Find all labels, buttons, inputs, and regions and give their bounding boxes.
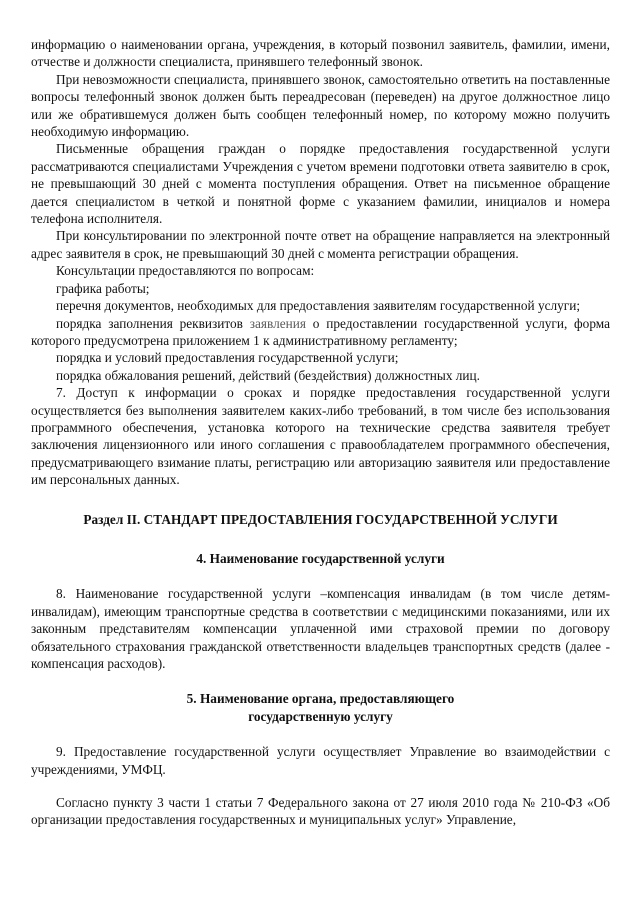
subsection-heading-5-line1: 5. Наименование органа, предоставляющего bbox=[186, 691, 455, 707]
list-item-documents: перечня документов, необходимых для предоставления заявителям государственной услуги; bbox=[56, 298, 581, 314]
list-item-appeal: порядка обжалования решений, действий (бездействия) должностных лиц. bbox=[56, 367, 480, 383]
list-item-conditions: порядка и условий предоставления государственной услуги; bbox=[56, 350, 399, 366]
paragraph-email-consulting: При консультировании по электронной почте ответ на обращение направляется на электронный адрес заявителя в срок, не превышающий 30 дней с момента регистрации обращения. bbox=[31, 228, 610, 261]
list-item-text: порядка заполнения реквизитов bbox=[56, 315, 250, 331]
paragraph-written-requests: Письменные обращения граждан о порядке предоставления государственной услуги рассматриваются специалистами Учреждения с учетом времени подготовки ответа заявителю в срок, не превышающий 30 дней с момента поступления обращения. Ответ на письменное обращение дается специалистом в четкой и понятной форме с указанием фамилии, инициалов и номера телефона исполнителя. bbox=[31, 141, 610, 227]
paragraph-service-name: 8. Наименование государственной услуги –компенсация инвалидам (в том числе детям-инвалидам), имеющим транспортные средства в соответствии с медицинскими показаниями, или их законным представителям компенсации уплаченной ими страховой премии по договору обязательного страхования гражданской ответственности владельцев транспортных средств (далее - компенсация расходов). bbox=[31, 586, 610, 671]
subsection-heading-5 bbox=[31, 690, 610, 725]
list-item-work-schedule: графика работы; bbox=[56, 280, 150, 296]
paragraph-provider: 9. Предоставление государственной услуги осуществляет Управление во взаимодействии с учреждениями, УМФЦ. bbox=[31, 744, 610, 777]
paragraph-federal-law: Согласно пункту 3 части 1 статьи 7 Федерального закона от 27 июля 2010 года № 210-ФЗ «Об организации предоставления государственных и муниципальных услуг» Управление, bbox=[31, 795, 610, 828]
application-link[interactable]: заявления bbox=[249, 315, 306, 331]
paragraph-access-info: 7. Доступ к информации о сроках и порядке предоставления государственной услуги осуществляется без выполнения заявителем каких-либо требований, в том числе без использования программного обеспечения, установка которого на технические средства заявителя требует заключения лицензионного или иного соглашения с правообладателем программного обеспечения, предусматривающего взимание платы, регистрацию или авторизацию заявителя или предоставление им персональных данных. bbox=[31, 385, 610, 488]
paragraph-specialist-info: информацию о наименовании органа, учреждения, в который позвонил заявитель, фамилии, имени, отчестве и должности специалиста, принявшего телефонный звонок. bbox=[31, 37, 610, 70]
list-item-application-form bbox=[31, 315, 610, 350]
subsection-heading-4: 4. Наименование государственной услуги bbox=[196, 550, 445, 566]
paragraph-call-redirect: При невозможности специалиста, принявшего звонок, самостоятельно ответить на поставленные вопросы телефонный звонок должен быть переадресован (переведен) на другое должностное лицо или же обратившемуся должен быть сообщен телефонный номер, по которому можно получить необходимую информацию. bbox=[31, 71, 610, 140]
paragraph-consulting-topics: Консультации предоставляются по вопросам: bbox=[56, 263, 315, 279]
list-item-text: о предоставлении государственной услуги, форма которого предусмотрена приложением 1 к административному регламенту; bbox=[31, 315, 610, 348]
section-heading: Раздел II. СТАНДАРТ ПРЕДОСТАВЛЕНИЯ ГОСУДАРСТВЕННОЙ УСЛУГИ bbox=[83, 511, 558, 527]
subsection-heading-5-line2: государственную услугу bbox=[248, 708, 393, 724]
